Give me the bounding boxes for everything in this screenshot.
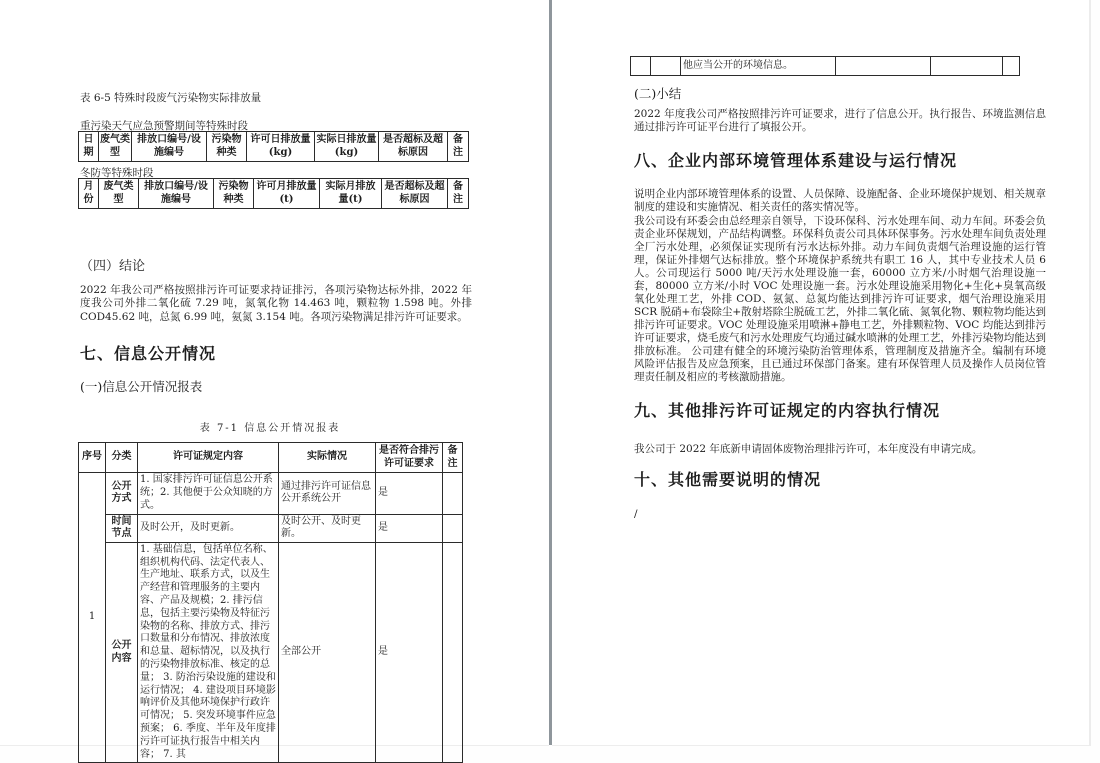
compliant-cell: 是 <box>376 473 443 514</box>
daily-emission-table <box>78 131 469 162</box>
section-7-subheading: (一)信息公开情况报表 <box>80 379 203 394</box>
info-disclosure-table-continuation <box>630 56 1020 76</box>
col-header: 日期 <box>79 132 99 162</box>
required-cell: 他应当公开的环境信息。 <box>681 57 836 76</box>
section-10-heading: 十、其他需要说明的情况 <box>634 470 822 489</box>
col-header: 许可证规定内容 <box>138 443 279 473</box>
required-cell: 1. 国家排污许可证信息公开系统；2. 其他便于公众知晓的方式。 <box>138 473 279 514</box>
col-header: 备注 <box>443 443 463 473</box>
col-header: 分类 <box>106 443 138 473</box>
required-cell: 1. 基础信息，包括单位名称、组织机构代码、法定代表人、生产地址、联系方式，以及生产经营和管理服务的主要内容、产品及规模；2. 排污信息，包括主要污染物及特征污染物的名称、排放方式、排污口数量和分布情况、排放浓度和总量、超标情况，以及执行的污染物排放标准、核定的总量； 3. 防治污染设施的建设和运行情况； 4. 建设项目环境影响评价及其他环境保护行政许可情况； 5. 突发环境事件应急预案； 6. 季度、半年及年度排污许可证执行报告中相关内容； 7. 其 <box>138 542 279 763</box>
table-6-5-caption: 表 6-5 特殊时段废气污染物实际排放量 <box>80 92 262 104</box>
actual-cell: 及时公开、及时更新。 <box>279 514 376 542</box>
table-row <box>79 473 463 514</box>
col-header: 是否超标及超标原因 <box>382 179 448 209</box>
category-cell: 公开内容 <box>106 542 138 763</box>
col-header: 实际日排放量(kg) <box>315 132 379 162</box>
col-header: 许可日排放量(kg) <box>247 132 315 162</box>
compliant-cell: 是 <box>376 542 443 763</box>
actual-cell: 通过排污许可证信息公开系统公开 <box>279 473 376 514</box>
col-header: 备注 <box>448 132 469 162</box>
col-header: 污染物种类 <box>214 179 254 209</box>
col-header: 月份 <box>79 179 99 209</box>
col-header: 排放口编号/设施编号 <box>132 132 207 162</box>
section-9-paragraph: 我公司于 2022 年底新申请固体废物治理排污许可，本年度没有申请完成。 <box>634 443 983 455</box>
note-cell <box>443 473 463 514</box>
section-9-heading: 九、其他排污许可证规定的内容执行情况 <box>634 401 941 420</box>
col-header: 污染物种类 <box>207 132 247 162</box>
summary-heading: (二)小结 <box>634 86 682 101</box>
section-8-heading: 八、企业内部环境管理体系建设与运行情况 <box>634 151 958 170</box>
required-cell: 及时公开，及时更新。 <box>138 514 279 542</box>
actual-cell <box>836 57 931 76</box>
special-period-1-label: 重污染天气应急预警期间等特殊时段 <box>80 120 248 132</box>
col-header: 废气类型 <box>99 132 132 162</box>
col-header: 是否超标及超标原因 <box>379 132 448 162</box>
document-page-left <box>0 0 549 760</box>
col-header: 实际情况 <box>279 443 376 473</box>
col-header: 实际月排放量(t) <box>320 179 382 209</box>
table-row <box>79 514 463 542</box>
info-table-header-row <box>79 443 463 473</box>
section-7-heading: 七、信息公开情况 <box>80 344 217 363</box>
special-period-2-label: 冬防等特殊时段 <box>80 167 154 179</box>
compliant-cell <box>931 57 1003 76</box>
col-header: 是否符合排污许可证要求 <box>376 443 443 473</box>
summary-paragraph: 2022 年度我公司严格按照排污许可证要求，进行了信息公开。执行报告、环境监测信息通过排污许可证平台进行了填报公开。 <box>634 108 1046 134</box>
table-row <box>79 542 463 763</box>
col-header: 备注 <box>448 179 469 209</box>
section-8-body-paragraph: 我公司设有环委会由总经理亲自领导，下设环保科、污水处理车间、动力车间。环委会负责企业环保规划，产品结构调整。环保科负责公司具体环保事务。污水处理车间负责处理全厂污水处理，必须保证实现所有污水达标外排。动力车间负责烟气治理设施的运行管理，保证外排烟气达标排放。整个环境保护系统共有职工 16 人，其中专业技术人员 6 人。公司现运行 5000 吨/天污水处理设施一套，60000 立方米/小时烟气治理设施一套，80000 立方米/小时 VOC 处理设施一套。污水处理设施采用物化+生化+臭氧高级氧化处理工艺，外排 COD、氨氮、总氮均能达到排污许可证要求，烟气治理设施采用 SCR 脱硝+布袋除尘+散射塔除尘脱硫工艺，外排二氧化硫、氮氧化物、颗粒物均能达到排污许可证要求。VOC 处理设施采用喷淋+静电工艺，外排颗粒物、VOC 均能达到排污许可证要求，烧毛废气和污水处理废气均通过碱水喷淋的处理工艺，外排污染物均能达到排放标准。 公司建有健全的环境污染防治管理体系，管理制度及措施齐全。编制有环境风险评估报告及应急预案，且已通过环保部门备案。建有环保管理人员及操作人员岗位管理责任制及相应的考核激励措施。 <box>634 215 1046 383</box>
seq-cell: 1 <box>79 473 106 763</box>
compliant-cell: 是 <box>376 514 443 542</box>
seq-cell <box>631 57 651 76</box>
info-disclosure-table <box>78 442 463 763</box>
note-cell <box>1003 57 1020 76</box>
note-cell <box>443 542 463 763</box>
col-header: 排放口编号/设施编号 <box>139 179 214 209</box>
col-header: 许可月排放量(t) <box>254 179 320 209</box>
note-cell <box>443 514 463 542</box>
conclusion-paragraph: 2022 年我公司严格按照排污许可证要求持证排污，各项污染物达标外排，2022 年度我公司外排二氧化硫 7.29 吨，氮氧化物 14.463 吨，颗粒物 1.598 吨。外排 COD45.62 吨，总氮 6.99 吨，氨氮 3.154 吨。各项污染物满足排污许可证要求。 <box>80 284 472 323</box>
category-cell <box>651 57 681 76</box>
actual-cell: 全部公开 <box>279 542 376 763</box>
category-cell: 时间节点 <box>106 514 138 542</box>
monthly-emission-header-row <box>79 179 469 209</box>
col-header: 序号 <box>79 443 106 473</box>
section-10-content: / <box>634 508 638 520</box>
table-7-1-caption: 表 7-1 信息公开情况报表 <box>199 423 341 434</box>
daily-emission-header-row <box>79 132 469 162</box>
monthly-emission-table <box>78 178 469 209</box>
section-8-intro-paragraph: 说明企业内部环境管理体系的设置、人员保障、设施配备、企业环境保护规划、相关规章制度的建设和实施情况、相关责任的落实情况等。 <box>634 188 1046 213</box>
category-cell: 公开方式 <box>106 473 138 514</box>
conclusion-heading: （四）结论 <box>80 259 146 274</box>
table-row <box>631 57 1020 76</box>
col-header: 废气类型 <box>99 179 139 209</box>
document-page-right <box>552 0 1091 746</box>
